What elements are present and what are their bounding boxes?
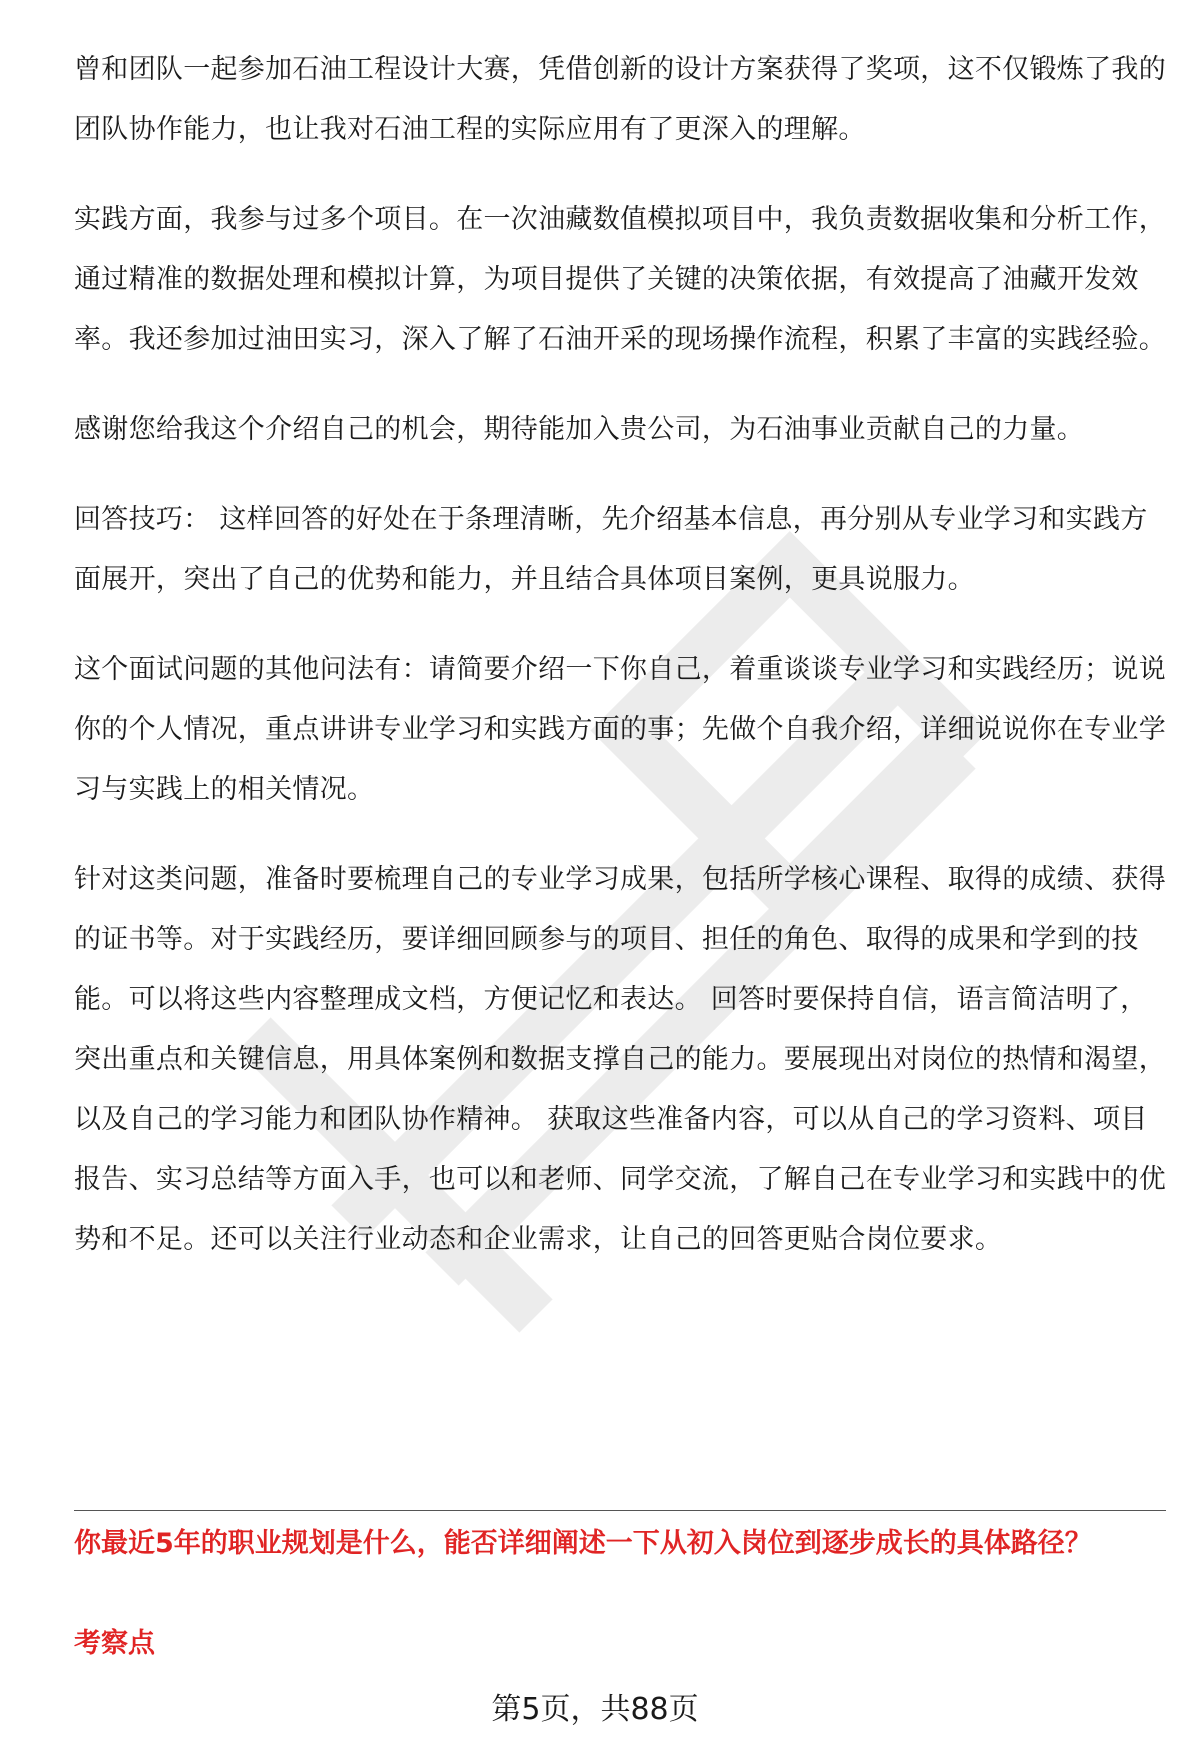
document-body — [74, 40, 1166, 1300]
section-label: 考察点 — [74, 1628, 155, 1659]
question-heading: 你最近5年的职业规划是什么，能否详细阐述一下从初入岗位到逐步成长的具体路径？ — [74, 1528, 1092, 1559]
section-divider — [74, 1510, 1166, 1511]
paragraph-answer-tips: 回答技巧： 这样回答的好处在于条理清晰，先介绍基本信息，再分别从专业学习和实践方面展开，突出了自己的优势和能力，并且结合具体项目案例，更具说服力。 — [74, 504, 1148, 595]
page-footer: 第5页，共88页 — [491, 1692, 699, 1727]
paragraph-preparation: 针对这类问题，准备时要梳理自己的专业学习成果，包括所学核心课程、取得的成绩、获得的证书等。对于实践经历，要详细回顾参与的项目、担任的角色、取得的成果和学到的技能。可以将这些内容整理成文档，方便记忆和表达。 回答时要保持自信，语言简洁明了，突出重点和关键信息，用具体案例和数据支撑自己的能力。要展现出对岗位的热情和渴望，以及自己的学习能力和团队协作精神。 获取这些准备内容，可以从自己的学习资料、项目报告、实习总结等方面入手，也可以和老师、同学交流，了解自己在专业学习和实践中的优势和不足。还可以关注行业动态和企业需求，让自己的回答更贴合岗位要求。 — [74, 864, 1166, 1255]
paragraph-alternative-questions: 这个面试问题的其他问法有：请简要介绍一下你自己，着重谈谈专业学习和实践经历；说说你的个人情况，重点讲讲专业学习和实践方面的事；先做个自我介绍，详细说说你在专业学习与实践上的相关情况。 — [74, 654, 1166, 805]
paragraph-competition: 曾和团队一起参加石油工程设计大赛，凭借创新的设计方案获得了奖项，这不仅锻炼了我的团队协作能力，也让我对石油工程的实际应用有了更深入的理解。 — [74, 54, 1166, 145]
paragraph-practice: 实践方面，我参与过多个项目。在一次油藏数值模拟项目中，我负责数据收集和分析工作，通过精准的数据处理和模拟计算，为项目提供了关键的决策依据，有效提高了油藏开发效率。我还参加过油田实习，深入了解了石油开采的现场操作流程，积累了丰富的实践经验。 — [74, 204, 1166, 355]
paragraph-thanks: 感谢您给我这个介绍自己的机会，期待能加入贵公司，为石油事业贡献自己的力量。 — [74, 414, 1085, 445]
